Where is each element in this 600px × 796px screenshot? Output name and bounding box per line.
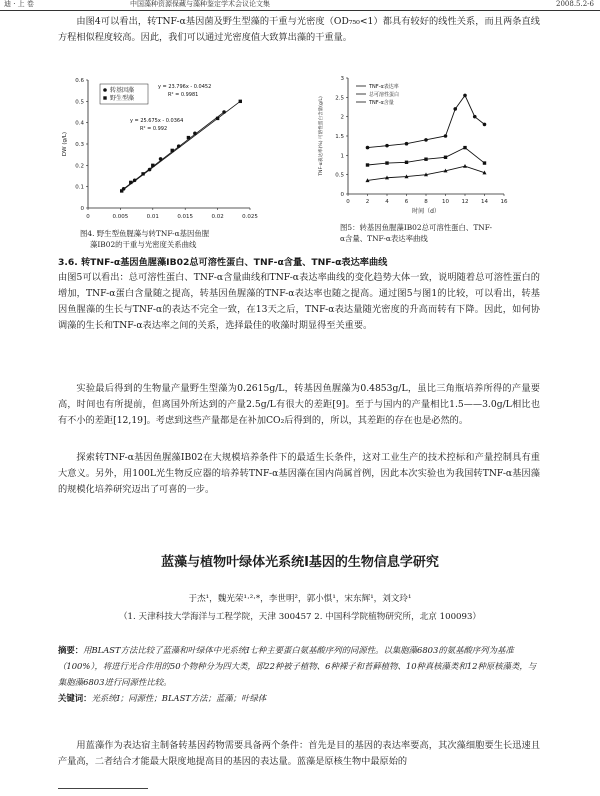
figure-4-caption-line1: 图4. 野生型鱼腥藻与转TNF-α基因鱼腥 [80,229,210,238]
paragraph-intro: 用蓝藻作为表达宿主制备转基因药物需要具备两个条件：首先是目的基因的表达率要高，其次藻细胞要生长迅速且产量高，二者结合才能最大限度地提高目的基因的表达量。蓝藻是原核生物中最原始的 [58,740,540,767]
figure-5-chart [312,72,542,220]
x-tick-label: 2 [365,199,370,205]
data-point-wild [171,149,174,152]
x-tick-label: 0.005 [112,214,129,220]
y-axis-label: DW (g/L) [62,131,68,157]
x-tick-label: 0 [346,199,350,205]
figure-4-chart [60,70,270,230]
section-heading-3-6: 3.6. 转TNF-α基因鱼腥藻IB02总可溶性蛋白、TNF-α含量、TNF-α表达率曲线 [58,257,388,268]
x-tick-label: 16 [500,199,508,205]
x-tick-label: 0.01 [146,214,159,220]
data-point-total-protein [463,146,466,149]
equation-1: y = 23.796x - 0.0452 [158,84,212,90]
article-title: 蓝藻与植物叶绿体光系统I基因的生物信息学研究 [161,555,439,570]
x-tick-label: 10 [442,199,449,205]
x-tick-label: 6 [404,199,409,205]
legend-label-total-protein: 总可溶性蛋白 [369,92,400,98]
header-left: 迪 · 上 卷 [4,0,34,8]
x-tick-label: 8 [424,199,428,205]
data-point-wild [187,136,190,139]
trend-line-wild [122,101,241,191]
figure-5-caption-line1: 图5：转基因鱼腥藻IB02总可溶性蛋白、TNF- [340,223,493,232]
data-point-total-protein [405,161,408,164]
y-tick-label: 0 [80,206,84,212]
legend-label-tnf-content: TNF-α含量 [369,100,394,106]
y-tick-label: 0.5 [75,99,84,106]
legend-label-transgenic: 转基因藻 [110,87,135,94]
data-point-expression-rate [424,138,428,142]
data-point-wild [151,164,154,167]
x-tick-label: 0.015 [177,214,194,220]
figure-4-caption [80,228,280,250]
y-tick-label: 0.3 [75,142,84,148]
legend-marker-wild [103,96,106,99]
data-point-wild [120,189,123,192]
abstract-label: 摘要： [58,645,84,655]
y-tick-label: 0.6 [75,78,84,84]
data-point-wild [141,172,144,175]
y-axis-label: TNF-α表达率(%) 可溶性蛋白含量(g/L) [319,96,324,176]
figure-4-caption-line2: 藻IB02的干重与光密度关系曲线 [90,240,197,249]
data-point-expression-rate [444,134,448,138]
x-tick-label: 0 [86,214,90,220]
data-point-wild [239,100,242,103]
r-squared-2: R² = 0.992 [140,126,168,132]
data-point-total-protein [366,163,369,166]
header-right: 2008.5.2-6 [556,0,594,8]
legend-label-expression-rate: TNF-α表达率 [369,84,399,90]
equation-2: y = 25.675x - 0.0364 [130,118,184,124]
keywords-text: 光系统I；同源性；BLAST方法；蓝藻；叶绿体 [91,693,267,703]
figure-5-caption [340,222,540,244]
y-tick-label: 2 [340,114,344,121]
y-tick-label: 0.2 [75,163,84,170]
paragraph-conclusion: 探索转TNF-α基因鱼腥藻IB02在大规模培养条件下的最适生长条件，这对工业生产的技术控标和产量控制具有重大意义。另外，用100L光生物反应器的培养转TNF-α基因藻在国内尚属首例，因此本次实验也为我国转TNF-α基因藻的规模化培养研究迈出了可喜的一步。 [58,452,540,495]
data-point-total-protein [444,156,447,159]
data-point-wild [216,117,219,120]
y-tick-label: 2.5 [335,95,344,102]
data-point-wild [129,181,132,184]
data-point-expression-rate [453,107,457,111]
article-affiliation: （1. 天津科技大学海洋与工程学院，天津 300457 2. 中国科学院植物研究所，北京 100093） [118,612,482,622]
y-tick-label: 1.5 [335,134,344,140]
series-line-total-protein [368,148,485,165]
x-tick-label: 0.025 [242,214,258,220]
header-center: 中国藻种资源保藏与藻种鉴定学术会议论文集 [130,0,270,8]
paragraph-yield: 实验最后得到的生物量产量野生型藻为0.2615g/L，转基因鱼腥藻为0.4853g/L，虽比三角瓶培养所得的产量要高，时间也有所提前，但离国外所达到的产量2.5g/L有很大的差距[9]。至于与国内的产量相比1.5——3.0g/L相比也有不小的差距[12,19]。考虑到这些产量都是在补加CO₂后得到的，所以，其差距的存在也是必然的。 [58,383,540,426]
y-tick-label: 0 [340,192,344,198]
x-tick-label: 14 [481,199,488,205]
paragraph-fig5-discussion: 由图5可以看出：总可溶性蛋白、TNF-α含量曲线和TNF-α表达率曲线的变化趋势大体一致，说明随着总可溶性蛋白的增加，TNF-α蛋白含量随之提高，转基因鱼腥藻的TNF-α表达率也随之提高。通过图5与图1的比较，可以看出，转基因鱼腥藻的生长与TNF-α的表达不完全一致，在13天之后，TNF-α表达量随光密度的升高而转有下降。因此，如何协调藻的生长和TNF-α表达率之间的关系，选择最佳的收藻时期显得至关重要。 [58,272,540,331]
article-authors: 于杰¹，魏光荣¹·²·*，李世明²，郭小惧¹，宋东辉¹，刘文玲¹ [188,594,412,604]
r-squared-1: R² = 0.9981 [168,92,199,98]
data-point-total-protein [483,161,486,164]
abstract-text: 用BLAST方法比较了蓝藻和叶绿体中光系统I七种主要蛋白氨基酸序列的同源性。以集胞藻6803的氨基酸序列为基准（100%），将进行光合作用的50个物种分为四大类，即22种被子植物、6种裸子和苔藓植物、10种真核藻类和12种原核藻类，与集胞藻6803进行同源性比较。 [58,645,537,687]
keywords-label: 关键词： [58,693,92,703]
data-point-expression-rate [473,115,477,119]
keywords [58,690,540,706]
data-point-tnf-content [463,164,467,168]
legend-label-wild: 野生型藻 [110,95,135,102]
x-axis-label: 时间（d） [412,208,440,215]
running-header [0,0,600,11]
data-point-total-protein [385,161,388,164]
y-tick-label: 0.1 [75,184,84,191]
paragraph-fig4-intro: 由图4可以看出，转TNF-α基因菌及野生型藻的干重与光密度（OD₇₅₀<1）都具有较好的线性关系，而且两条直线方程相似程度较高。因此，我们可以通过光密度值大致算出藻的干重量。 [58,16,540,43]
footnote-rule [58,788,148,789]
data-point-expression-rate [405,142,409,146]
y-tick-label: 1 [340,153,344,160]
legend-marker-transgenic [103,88,107,92]
y-tick-label: 0.4 [75,120,84,127]
x-tick-label: 4 [385,199,389,205]
y-tick-label: 3 [340,76,344,82]
data-point-expression-rate [366,146,370,150]
data-point-expression-rate [385,144,389,148]
x-tick-label: 12 [461,199,469,205]
figure-5-caption-line2: α含量、TNF-α表达率曲线 [340,234,428,243]
data-point-expression-rate [483,123,487,127]
abstract [58,642,540,690]
data-point-total-protein [424,158,427,161]
y-tick-label: 0.5 [335,172,344,179]
data-point-expression-rate [463,94,467,98]
x-tick-label: 0.02 [211,214,224,220]
